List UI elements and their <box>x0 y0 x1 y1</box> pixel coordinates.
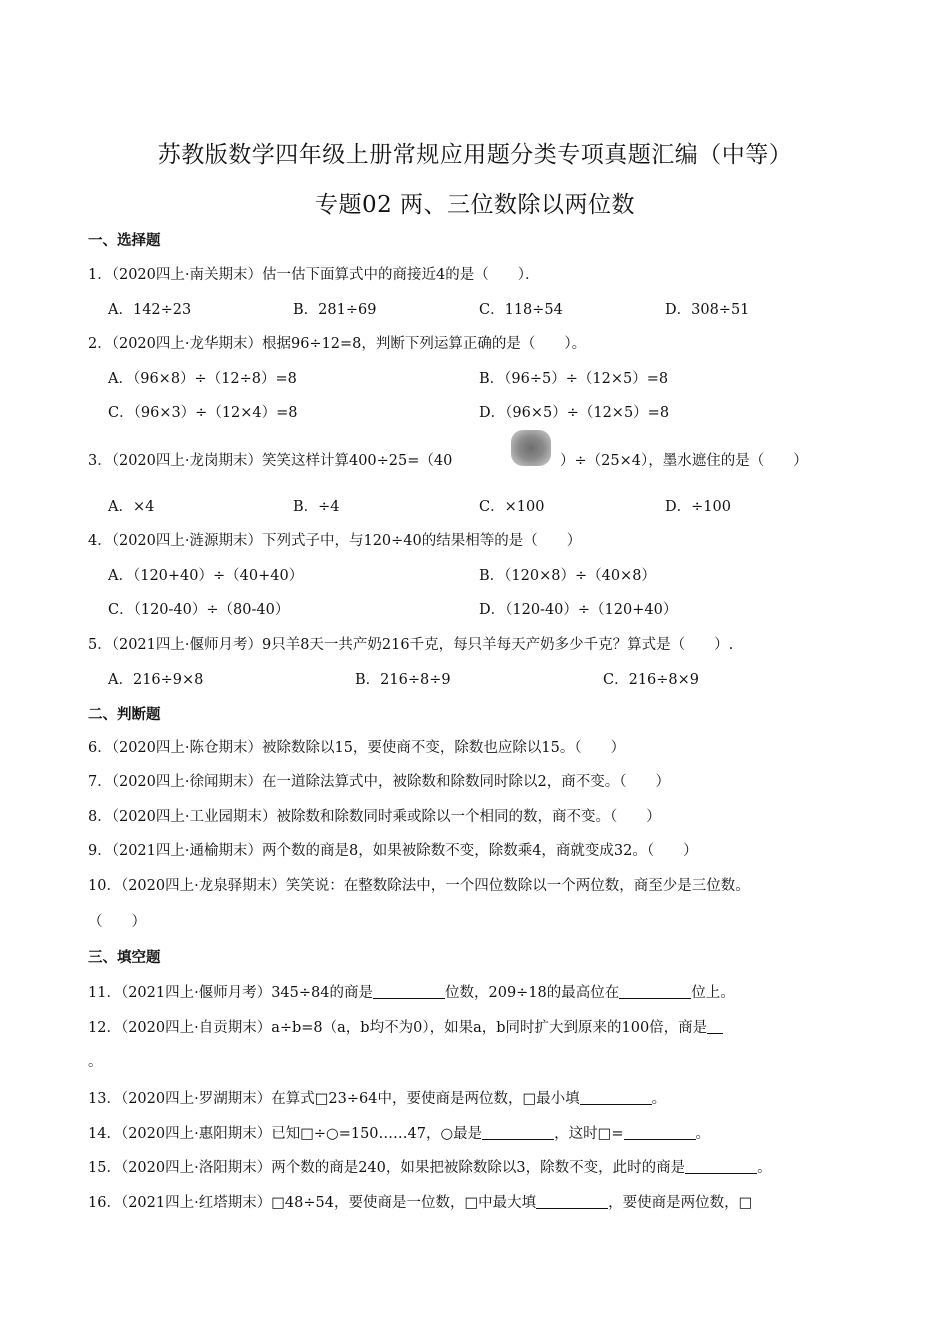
question-16-text-1: 16．（2021四上·红塔期末）□48÷54，要使商是一位数，□中最大填 <box>88 1195 537 1211</box>
question-11-text-1: 11．（2021四上·偃师月考）345÷84的商是 <box>88 985 373 1001</box>
question-1-option-d: D．308÷51 <box>665 302 750 318</box>
question-3-option-a: A．×4 <box>108 499 155 515</box>
answer-blank[interactable] <box>685 1159 757 1174</box>
question-11 <box>88 981 735 1002</box>
question-10-line-2: （ ） <box>88 914 146 930</box>
question-11-text-3: 位上。 <box>691 985 735 1001</box>
question-3-stem-start: 3．（2020四上·龙岗期末）笑笑这样计算400÷25=（40 <box>88 453 453 469</box>
question-14 <box>88 1122 710 1143</box>
answer-blank[interactable] <box>707 1019 723 1034</box>
question-15-text-1: 15．（2020四上·洛阳期末）两个数的商是240，如果把被除数除以3，除数不变，此时的商是 <box>88 1160 686 1176</box>
question-13 <box>88 1087 666 1108</box>
question-5-option-c: C．216÷8×9 <box>603 672 700 688</box>
section-heading-choice: 一、选择题 <box>88 233 161 249</box>
question-5-stem: 5．（2021四上·偃师月考）9只羊8天一共产奶216千克，每只羊每天产奶多少千克？算式是（ ）. <box>88 637 734 653</box>
answer-blank[interactable] <box>624 1125 696 1140</box>
question-3-option-c: C．×100 <box>479 499 545 515</box>
question-3-option-b: B．÷4 <box>293 499 340 515</box>
section-heading-judge: 二、判断题 <box>88 707 161 723</box>
question-4-option-d: D．（120-40）÷（120+40） <box>479 602 678 618</box>
question-3-option-d: D．÷100 <box>665 499 731 515</box>
question-1-option-b: B．281÷69 <box>293 302 377 318</box>
question-9: 9．（2021四上·通榆期末）两个数的商是8，如果被除数不变，除数乘4，商就变成32。（ ） <box>88 843 698 859</box>
question-4-stem: 4．（2020四上·涟源期末）下列式子中，与120÷40的结果相等的是（ ） <box>88 533 582 549</box>
section-heading-fill: 三、填空题 <box>88 950 161 966</box>
answer-blank[interactable] <box>580 1090 652 1105</box>
question-12-line-2: 。 <box>88 1054 103 1070</box>
question-13-text-2: 。 <box>651 1091 667 1107</box>
answer-blank[interactable] <box>373 984 445 999</box>
question-2-option-b: B．（96÷5）÷（12×5）=8 <box>479 371 669 387</box>
document-subtitle: 专题02 两、三位数除以两位数 <box>314 192 636 218</box>
question-2-option-c: C．（96×3）÷（12×4）=8 <box>108 405 298 421</box>
question-15-text-2: 。 <box>757 1160 772 1176</box>
question-7: 7．（2020四上·徐闻期末）在一道除法算式中，被除数和除数同时除以2，商不变。（ ） <box>88 774 670 790</box>
question-12-text-1: 12．（2020四上·自贡期末）a÷b=8（a，b均不为0），如果a，b同时扩大到原来的100倍，商是 <box>88 1020 708 1036</box>
answer-blank[interactable] <box>482 1125 554 1140</box>
question-16 <box>88 1191 752 1212</box>
answer-blank[interactable] <box>619 984 691 999</box>
document-title: 苏教版数学四年级上册常规应用题分类专项真题汇编（中等） <box>157 142 793 168</box>
question-5-option-a: A．216÷9×8 <box>108 672 204 688</box>
question-4-option-a: A．（120+40）÷（40+40） <box>108 568 304 584</box>
question-2-option-a: A．（96×8）÷（12÷8）=8 <box>108 371 297 387</box>
question-16-text-2: ，要使商是两位数，□ <box>608 1195 753 1211</box>
ink-blot-image <box>511 430 551 466</box>
question-15 <box>88 1156 772 1177</box>
question-4-option-c: C．（120-40）÷（80-40） <box>108 602 290 618</box>
answer-blank[interactable] <box>536 1194 608 1209</box>
question-2-stem: 2．（2020四上·龙华期末）根据96÷12=8，判断下列运算正确的是（ ）。 <box>88 336 587 352</box>
question-6: 6．（2020四上·陈仓期末）被除数除以15，要使商不变，除数也应除以15。（ ） <box>88 740 626 756</box>
question-10-line-1: 10．（2020四上·龙泉驿期末）笑笑说：在整数除法中，一个四位数除以一个两位数，商至少是三位数。 <box>88 878 750 894</box>
question-1-stem: 1．（2020四上·南关期末）估一估下面算式中的商接近4的是（ ）． <box>88 267 540 283</box>
question-3-stem-end: ）÷（25×4），墨水遮住的是（ ） <box>560 453 808 469</box>
question-13-text-1: 13．（2020四上·罗湖期末）在算式□23÷64中，要使商是两位数，□最小填 <box>88 1091 580 1107</box>
question-14-text-3: 。 <box>695 1126 710 1142</box>
question-1-option-c: C．118÷54 <box>479 302 563 318</box>
question-1-option-a: A．142÷23 <box>108 302 192 318</box>
question-4-option-b: B．（120×8）÷（40×8） <box>479 568 656 584</box>
question-5-option-b: B．216÷8÷9 <box>355 672 451 688</box>
question-14-text-2: ，这时□= <box>554 1126 624 1142</box>
question-2-option-d: D．（96×5）÷（12×5）=8 <box>479 405 670 421</box>
question-8: 8．（2020四上·工业园期末）被除数和除数同时乘或除以一个相同的数，商不变。（ ） <box>88 809 661 825</box>
question-14-text-1: 14．（2020四上·惠阳期末）已知□÷○=150……47，○最是 <box>88 1126 483 1142</box>
question-11-text-2: 位数，209÷18的最高位在 <box>445 985 620 1001</box>
question-12 <box>88 1016 723 1037</box>
